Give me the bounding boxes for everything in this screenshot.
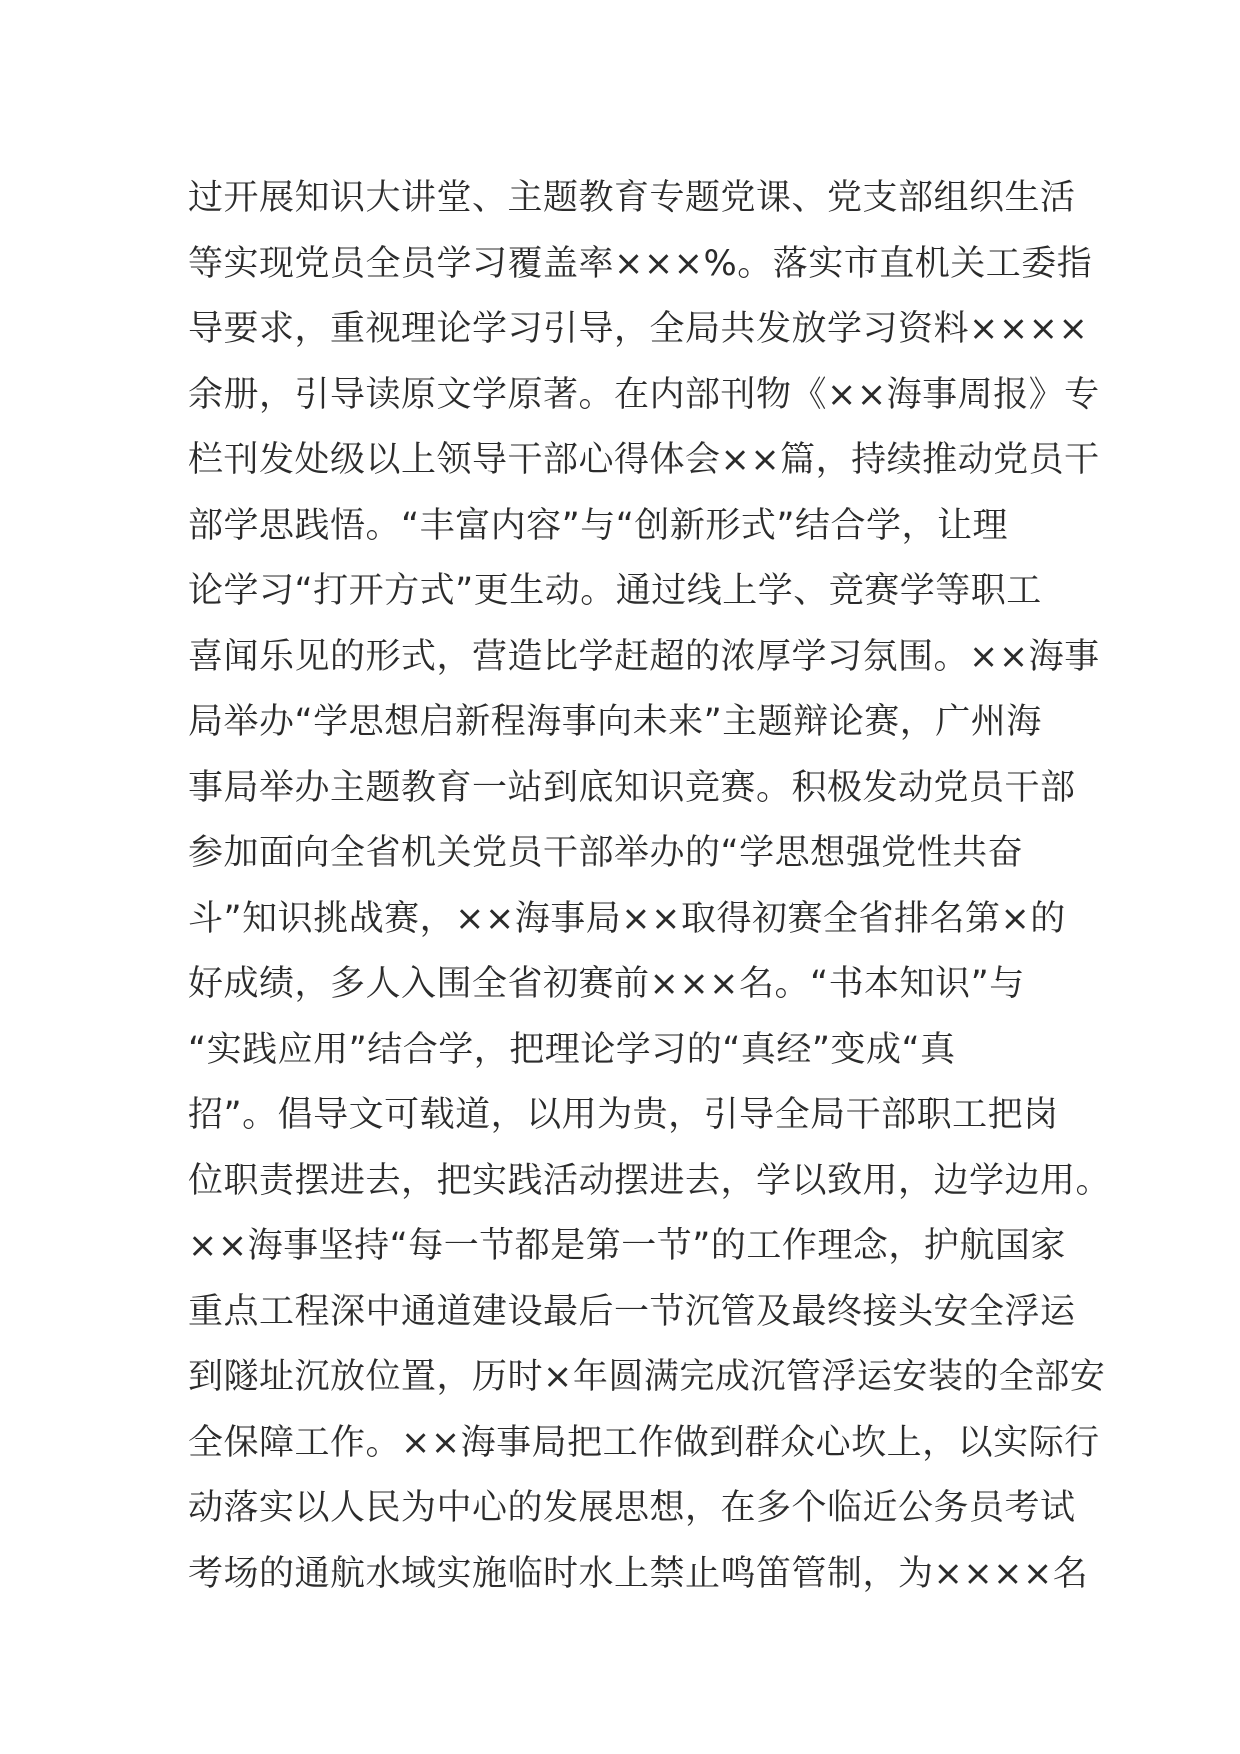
text-line: 参加面向全省机关党员干部举办的“学思想强党性共奋 [188,833,1024,873]
text-line: “实践应用”结合学，把理论学习的“真经”变成“真 [188,1029,956,1070]
text-line: 好成绩，多人入围全省初赛前×××名。“书本知识”与 [188,964,1025,1004]
text-line: 考场的通航水域实施临时水上禁止鸣笛管制，为××××名 [188,1553,1089,1594]
text-line: 等实现党员全员学习覆盖率×××%。落实市直机关工委指 [188,243,1093,284]
text-line: 余册，引导读原文学原著。在内部刊物《××海事周报》专 [188,374,1100,415]
text-line: 位职责摆进去，把实践活动摆进去，学以致用，边学边用。 [188,1160,1112,1201]
text-line: 招”。倡导文可载道，以用为贵，引导全局干部职工把岗 [188,1095,1059,1135]
text-line: 到隧址沉放位置，历时×年圆满完成沉管浮运安装的全部安 [188,1357,1106,1397]
text-line: 栏刊发处级以上领导干部心得体会××篇，持续推动党员干 [188,440,1100,480]
text-line: 过开展知识大讲堂、主题教育专题党课、党支部组织生活 [188,178,1076,218]
text-line: 斗”知识挑战赛，××海事局××取得初赛全省排名第×的 [188,898,1066,939]
text-line: 全保障工作。××海事局把工作做到群众心坎上，以实际行 [188,1422,1100,1463]
text-line: 动落实以人民为中心的发展思想，在多个临近公务员考试 [188,1488,1076,1528]
text-line: 事局举办主题教育一站到底知识竞赛。积极发动党员干部 [188,767,1076,808]
text-line: 论学习“打开方式”更生动。通过线上学、竞赛学等职工 [188,571,1042,611]
text-line: 部学思践悟。“丰富内容”与“创新形式”结合学，让理 [188,505,1009,546]
text-line: 喜闻乐见的形式，营造比学赶超的浓厚学习氛围。××海事 [188,636,1100,677]
text-line: ××海事坚持“每一节都是第一节”的工作理念，护航国家 [188,1226,1066,1266]
text-line: 重点工程深中通道建设最后一节沉管及最终接头安全浮运 [188,1291,1076,1332]
text-line: 局举办“学思想启新程海事向未来”主题辩论赛，广州海 [188,702,1042,742]
body-text [188,166,1112,1607]
text-line: 导要求，重视理论学习引导，全局共发放学习资料×××× [188,309,1089,349]
